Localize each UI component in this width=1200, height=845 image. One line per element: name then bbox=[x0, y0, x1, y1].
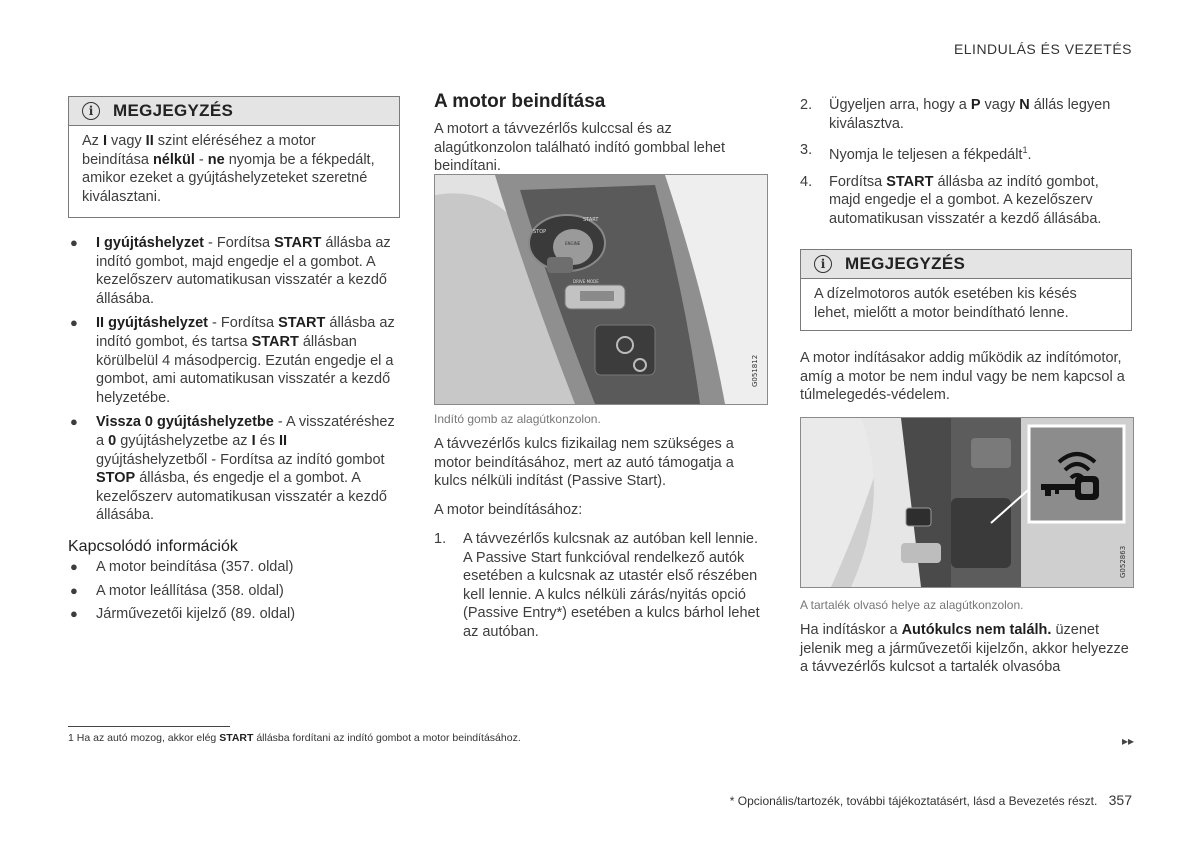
related-list bbox=[68, 558, 398, 629]
bullet-icon: ● bbox=[70, 606, 78, 622]
text: Ha indításkor a bbox=[800, 622, 902, 638]
step-number: 3. bbox=[800, 142, 813, 159]
text: vagy bbox=[980, 97, 1020, 113]
text: - bbox=[194, 151, 208, 168]
console-illustration bbox=[801, 418, 1133, 587]
related-link[interactable] bbox=[68, 605, 398, 624]
bullet-icon: ● bbox=[70, 315, 78, 331]
image-code: G052863 bbox=[1119, 545, 1127, 578]
paragraph bbox=[800, 621, 1130, 677]
text: állás legyen kiválasztva. bbox=[829, 97, 1111, 132]
text-bold: 0 bbox=[108, 432, 117, 449]
text: üzenet jelenik meg a járművezetői kijelzőn, akkor helyezze a távvezérlős kulcsot a tartalék olvasóba bbox=[800, 622, 1129, 676]
step-number: 4. bbox=[800, 173, 813, 190]
text: és bbox=[255, 432, 279, 449]
start-label: START bbox=[583, 217, 599, 223]
image-code: G051812 bbox=[751, 354, 759, 387]
text: vagy bbox=[106, 133, 146, 149]
text: - A visszatéréshez a bbox=[96, 414, 395, 449]
text: - Fordítsa bbox=[208, 315, 279, 332]
note-body: A dízelmotoros autók esetében kis késés lehet, mielőtt a motor beindítható lenne. bbox=[814, 286, 1077, 321]
bullet-list bbox=[68, 234, 398, 531]
footnote bbox=[68, 732, 521, 744]
text-bold: II bbox=[279, 432, 288, 449]
page-footer bbox=[730, 792, 1132, 808]
section-title: ELINDULÁS ÉS VEZETÉS bbox=[953, 41, 1132, 57]
text: állásba, és engedje el a gombot. A kezelőszerv automatikusan visszatér a kezdő állásába. bbox=[96, 470, 387, 524]
stop-label: STOP bbox=[533, 229, 547, 235]
text: gyújtáshelyzetből - Fordítsa az indító gombot bbox=[96, 451, 385, 468]
start-button-image bbox=[434, 174, 768, 405]
note-header bbox=[801, 250, 1131, 279]
text-bold: START bbox=[278, 315, 326, 332]
engine-label: ENGINE bbox=[565, 241, 581, 246]
image-caption: Indító gomb az alagútkonzolon. bbox=[434, 412, 601, 426]
note-box bbox=[68, 96, 400, 218]
paragraph: A motor indításakor addig működik az indítómotor, amíg a motor be nem indul vagy be nem kapcsol a túlmelegedés-védelem. bbox=[800, 350, 1125, 404]
text-bold: II gyújtáshelyzet bbox=[96, 315, 209, 332]
text: gyújtáshelyzetbe az bbox=[116, 432, 252, 449]
step-item bbox=[800, 96, 1132, 133]
text: Ügyeljen arra, hogy a bbox=[829, 97, 971, 113]
info-icon: i bbox=[814, 255, 832, 273]
footnote-divider bbox=[68, 726, 230, 727]
text-bold: P bbox=[970, 97, 981, 113]
text: Fordítsa bbox=[829, 173, 887, 190]
drive-mode-label: DRIVE MODE bbox=[573, 279, 599, 284]
related-link[interactable] bbox=[68, 558, 398, 577]
console-illustration bbox=[435, 175, 767, 404]
text-bold: START bbox=[886, 173, 934, 190]
list-item bbox=[68, 234, 398, 308]
continue-icon: ▸▸ bbox=[1121, 734, 1134, 748]
text: Ha az autó mozog, akkor elég bbox=[73, 732, 220, 744]
step-text: A távvezérlős kulcsnak az autóban kell lennie. A Passive Start funkcióval rendelkező autók esetében a kulcsnak az utastér első részében kell lennie. A kulcs nélküli zárás/nyitás opció (Passive Entry*) esetében a kulcs bárhol lehet az autóban. bbox=[463, 531, 760, 640]
text-bold: II bbox=[145, 133, 154, 149]
text: állásba az indító gombot, és tartsa bbox=[96, 315, 395, 350]
step-item bbox=[434, 530, 764, 642]
text-bold: ne bbox=[207, 151, 225, 168]
step-number: 2. bbox=[800, 97, 813, 113]
text: . bbox=[1027, 147, 1032, 164]
text-bold: I bbox=[102, 133, 107, 149]
text: szint eléréséhez a motor beindítása bbox=[82, 133, 316, 168]
text-bold: I gyújtáshelyzet bbox=[96, 235, 204, 251]
text: nyomja be a fékpedált, amikor ezeket a gyújtáshelyzeteket szeretné kiválasztani. bbox=[82, 151, 375, 205]
footnote-number: 1 bbox=[68, 732, 74, 744]
paragraph: A távvezérlős kulcs fizikailag nem szükséges a motor beindításához, mert az autó támogatja a kulcs nélküli indítást (Passive Start). bbox=[434, 436, 734, 490]
note-title: MEGJEGYZÉS bbox=[845, 253, 966, 273]
note-box bbox=[800, 249, 1132, 331]
text: Az bbox=[82, 133, 103, 149]
image-caption: A tartalék olvasó helye az alagútkonzolon. bbox=[800, 598, 1024, 612]
steps-list bbox=[800, 96, 1132, 236]
note-body bbox=[69, 126, 399, 214]
related-link[interactable] bbox=[68, 582, 398, 601]
steps-list bbox=[434, 530, 764, 650]
text: állásba fordítani az indító gombot a motor beindításához. bbox=[253, 732, 521, 744]
bullet-icon: ● bbox=[70, 235, 78, 250]
related-heading: Kapcsolódó információk bbox=[68, 538, 238, 555]
footnote-ref[interactable]: 1 bbox=[1022, 145, 1028, 156]
text-bold: START bbox=[251, 333, 299, 350]
link-text[interactable]: A motor beindítása (357. oldal) bbox=[96, 559, 294, 575]
list-item bbox=[68, 314, 398, 407]
bullet-icon: ● bbox=[70, 414, 78, 430]
link-text[interactable]: A motor leállítása (358. oldal) bbox=[96, 582, 284, 599]
step-item bbox=[800, 141, 1132, 164]
text-bold: START bbox=[274, 235, 322, 251]
text-bold: Autókulcs nem találh. bbox=[901, 622, 1052, 638]
text: Nyomja le teljesen a fékpedált bbox=[829, 147, 1023, 164]
text: állásba az indító gombot, majd engedje el a gombot. A kezelőszerv automatikusan visszatér a kezdő állásába. bbox=[96, 235, 391, 307]
paragraph: A motor beindításához: bbox=[434, 502, 583, 518]
text-bold: N bbox=[1019, 97, 1030, 113]
text: - Fordítsa bbox=[203, 235, 275, 251]
note-title: MEGJEGYZÉS bbox=[113, 100, 234, 120]
text-bold: I bbox=[251, 432, 256, 449]
text-bold: STOP bbox=[96, 470, 136, 487]
step-item bbox=[800, 173, 1132, 229]
link-text[interactable]: Járművezetői kijelző (89. oldal) bbox=[96, 606, 296, 623]
text: állásban körülbelül 4 másodpercig. Ezután engedje el a gombot, ami automatikusan visszatér a kezdő helyzetébe. bbox=[96, 333, 394, 406]
intro-paragraph: A motort a távvezérlős kulccsal és az alagútkonzolon található indító gombbal lehet beindítani. bbox=[434, 121, 726, 175]
page-number: 357 bbox=[1108, 792, 1132, 808]
bullet-icon: ● bbox=[70, 582, 78, 598]
note-header bbox=[69, 97, 399, 126]
backup-reader-image bbox=[800, 417, 1134, 588]
info-icon: i bbox=[82, 102, 100, 120]
text: állásba az indító gombot, majd engedje el a gombot. A kezelőszerv automatikusan visszatér a kezdő állásába. bbox=[829, 173, 1102, 227]
list-item bbox=[68, 413, 398, 525]
bullet-icon: ● bbox=[70, 559, 78, 574]
step-number: 1. bbox=[434, 531, 447, 547]
text-bold: Vissza 0 gyújtáshelyzetbe bbox=[96, 414, 274, 431]
footer-note: * Opcionális/tartozék, további tájékoztatásért, lásd a Bevezetés részt. bbox=[729, 794, 1098, 808]
text-bold: nélkül bbox=[152, 151, 195, 168]
section-heading: A motor beindítása bbox=[434, 91, 606, 112]
text-bold: START bbox=[219, 732, 254, 744]
